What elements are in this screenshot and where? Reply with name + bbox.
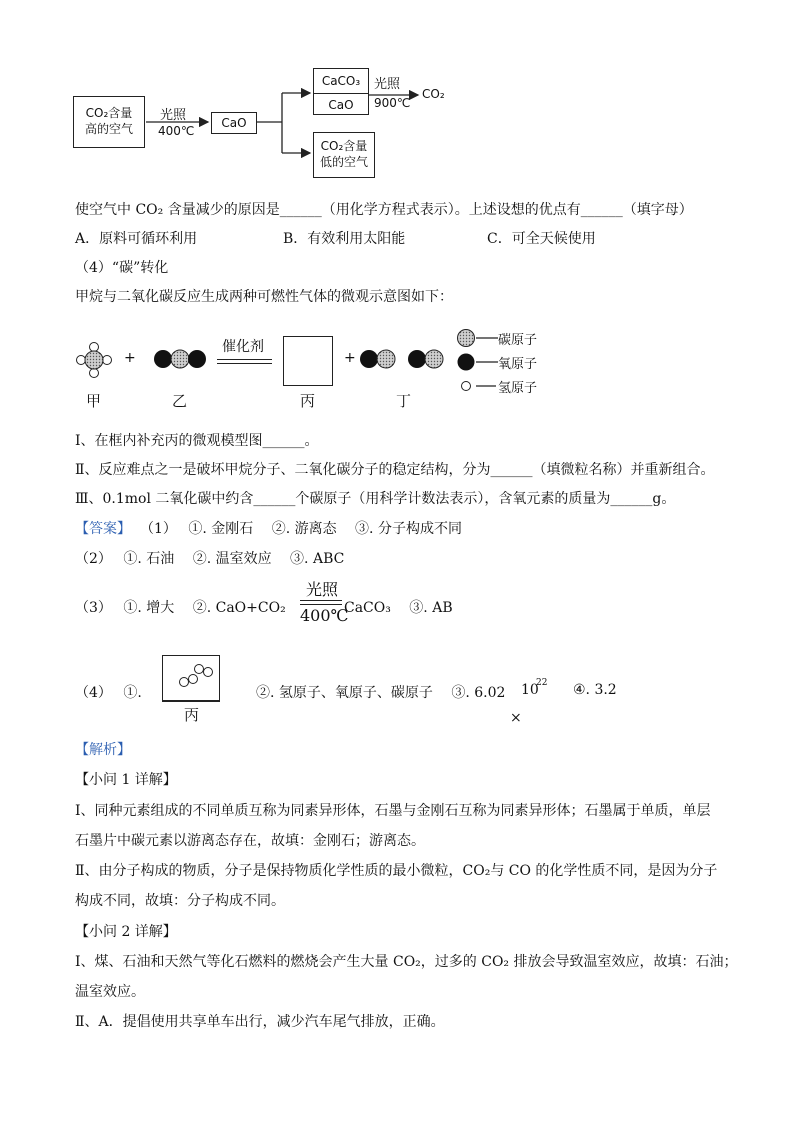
plus-sign-2: + — [344, 350, 356, 366]
answer-4-box-label: 丙 — [184, 706, 200, 724]
equals-line-bottom — [217, 363, 272, 364]
option-b: B．有效利用太阳能 — [283, 231, 406, 247]
box-low-co2-air: CO₂含量 低的空气 — [313, 132, 375, 178]
answer-4-prefix: （4） ①. — [75, 685, 142, 701]
question-reason: 使空气中 CO₂ 含量减少的原因是______（用化学方程式表示）。上述设想的优点有______（填字母） — [75, 202, 693, 218]
arrow2-condition-top: 光照 — [374, 77, 401, 92]
answer-4-molecule — [164, 656, 218, 698]
box-cao: CaO — [211, 112, 257, 134]
answer-4-last: ④. 3.2 — [573, 682, 617, 698]
option-a: A．原料可循环利用 — [75, 231, 198, 247]
arrow1-condition-bottom: 400℃ — [158, 124, 195, 138]
arrow1-condition-top: 光照 — [160, 108, 187, 123]
analysis-p1-line1: Ⅰ、同种元素组成的不同单质互称为同素异形体，石墨与金刚石互称为同素异形体；石墨属于单质，单层 — [75, 803, 711, 819]
answer-3-prefix: （3） ①. 增大 ②. CaO+CO₂ — [75, 600, 286, 616]
output-co2: CO₂ — [422, 87, 445, 101]
legend-hydrogen: 氢原子 — [498, 381, 538, 396]
legend-carbon: 碳原子 — [498, 333, 538, 348]
analysis-sub-2: 【小问 2 详解】 — [75, 924, 177, 940]
answer-4-times: × — [510, 710, 522, 726]
question-1: Ⅰ、在框内补充丙的微观模型图______。 — [75, 433, 319, 449]
catalyst-label: 催化剂 — [222, 339, 264, 355]
answer-3-eq-line-bottom — [300, 604, 342, 605]
analysis-p2-line2: 构成不同，故填：分子构成不同。 — [75, 893, 285, 909]
analysis-label: 【解析】 — [75, 742, 131, 758]
answer-label: 【答案】 — [75, 521, 131, 537]
answer-3-condition-bottom: 400℃ — [300, 606, 349, 625]
analysis-sub-1: 【小问 1 详解】 — [75, 772, 177, 788]
option-c: C．可全天候使用 — [487, 231, 596, 247]
q4-intro: 甲烷与二氧化碳反应生成两种可燃性气体的微观示意图如下： — [75, 289, 453, 305]
carbon-atom-icon — [456, 328, 500, 348]
label-bing: 丙 — [300, 392, 316, 410]
molecule-jia — [74, 340, 114, 380]
analysis-p3-line1: Ⅰ、煤、石油和天然气等化石燃料的燃烧会产生大量 CO₂，过多的 CO₂ 排放会导致温室效应，故填：石油； — [75, 954, 738, 970]
label-ding: 丁 — [396, 392, 412, 410]
oxygen-atom-icon — [456, 352, 500, 372]
box-high-co2-air: CO₂含量 高的空气 — [73, 96, 145, 148]
legend-oxygen: 氧原子 — [498, 357, 538, 372]
molecule-yi — [152, 348, 208, 370]
box-caco3-cao: CaCO₃ CaO — [313, 68, 369, 115]
analysis-p2-line1: Ⅱ、由分子构成的物质，分子是保持物质化学性质的最小微粒，CO₂与 CO 的化学性质不同，是因为分子 — [75, 863, 718, 879]
analysis-p3-line2: 温室效应。 — [75, 984, 145, 1000]
answer-3-condition-top: 光照 — [306, 580, 339, 599]
analysis-p1-line2: 石墨片中碳元素以游离态存在，故填：金刚石；游离态。 — [75, 833, 425, 849]
answer-1: （1） ①. 金刚石 ②. 游离态 ③. 分子构成不同 — [140, 521, 462, 537]
answer-3-suffix: CaCO₃ ③. AB — [344, 600, 453, 616]
question-2: Ⅱ、反应难点之一是破坏甲烷分子、二氧化碳分子的稳定结构，分为______（填微粒名称）并重新组合。 — [75, 462, 715, 478]
answer-4-box-divider — [162, 700, 220, 702]
plus-sign-1: + — [124, 350, 136, 366]
molecule-ding — [358, 348, 446, 370]
label-yi: 乙 — [172, 392, 188, 410]
answer-2: （2） ①. 石油 ②. 温室效应 ③. ABC — [75, 551, 345, 567]
answer-4-model-box — [162, 655, 220, 701]
answer-3-eq-line-top — [300, 600, 342, 601]
equals-line-top — [217, 359, 272, 360]
answer-4-rest: ②. 氢原子、氧原子、碳原子 ③. 6.02 — [256, 685, 506, 701]
product-box-bing — [283, 336, 333, 386]
arrow2-condition-bottom: 900℃ — [374, 96, 411, 110]
answer-4-exp-base: 10 — [521, 682, 539, 698]
analysis-p4: Ⅱ、A．提倡使用共享单车出行，减少汽车尾气排放，正确。 — [75, 1014, 445, 1030]
q4-title: （4）“碳”转化 — [75, 260, 169, 276]
answer-4-exponent: 22 — [536, 678, 548, 688]
question-3: Ⅲ、0.1mol 二氧化碳中约含______个碳原子（用科学计数法表示），含氧元素的质量为______g。 — [75, 491, 676, 507]
label-jia: 甲 — [86, 392, 102, 410]
hydrogen-atom-icon — [456, 376, 500, 396]
